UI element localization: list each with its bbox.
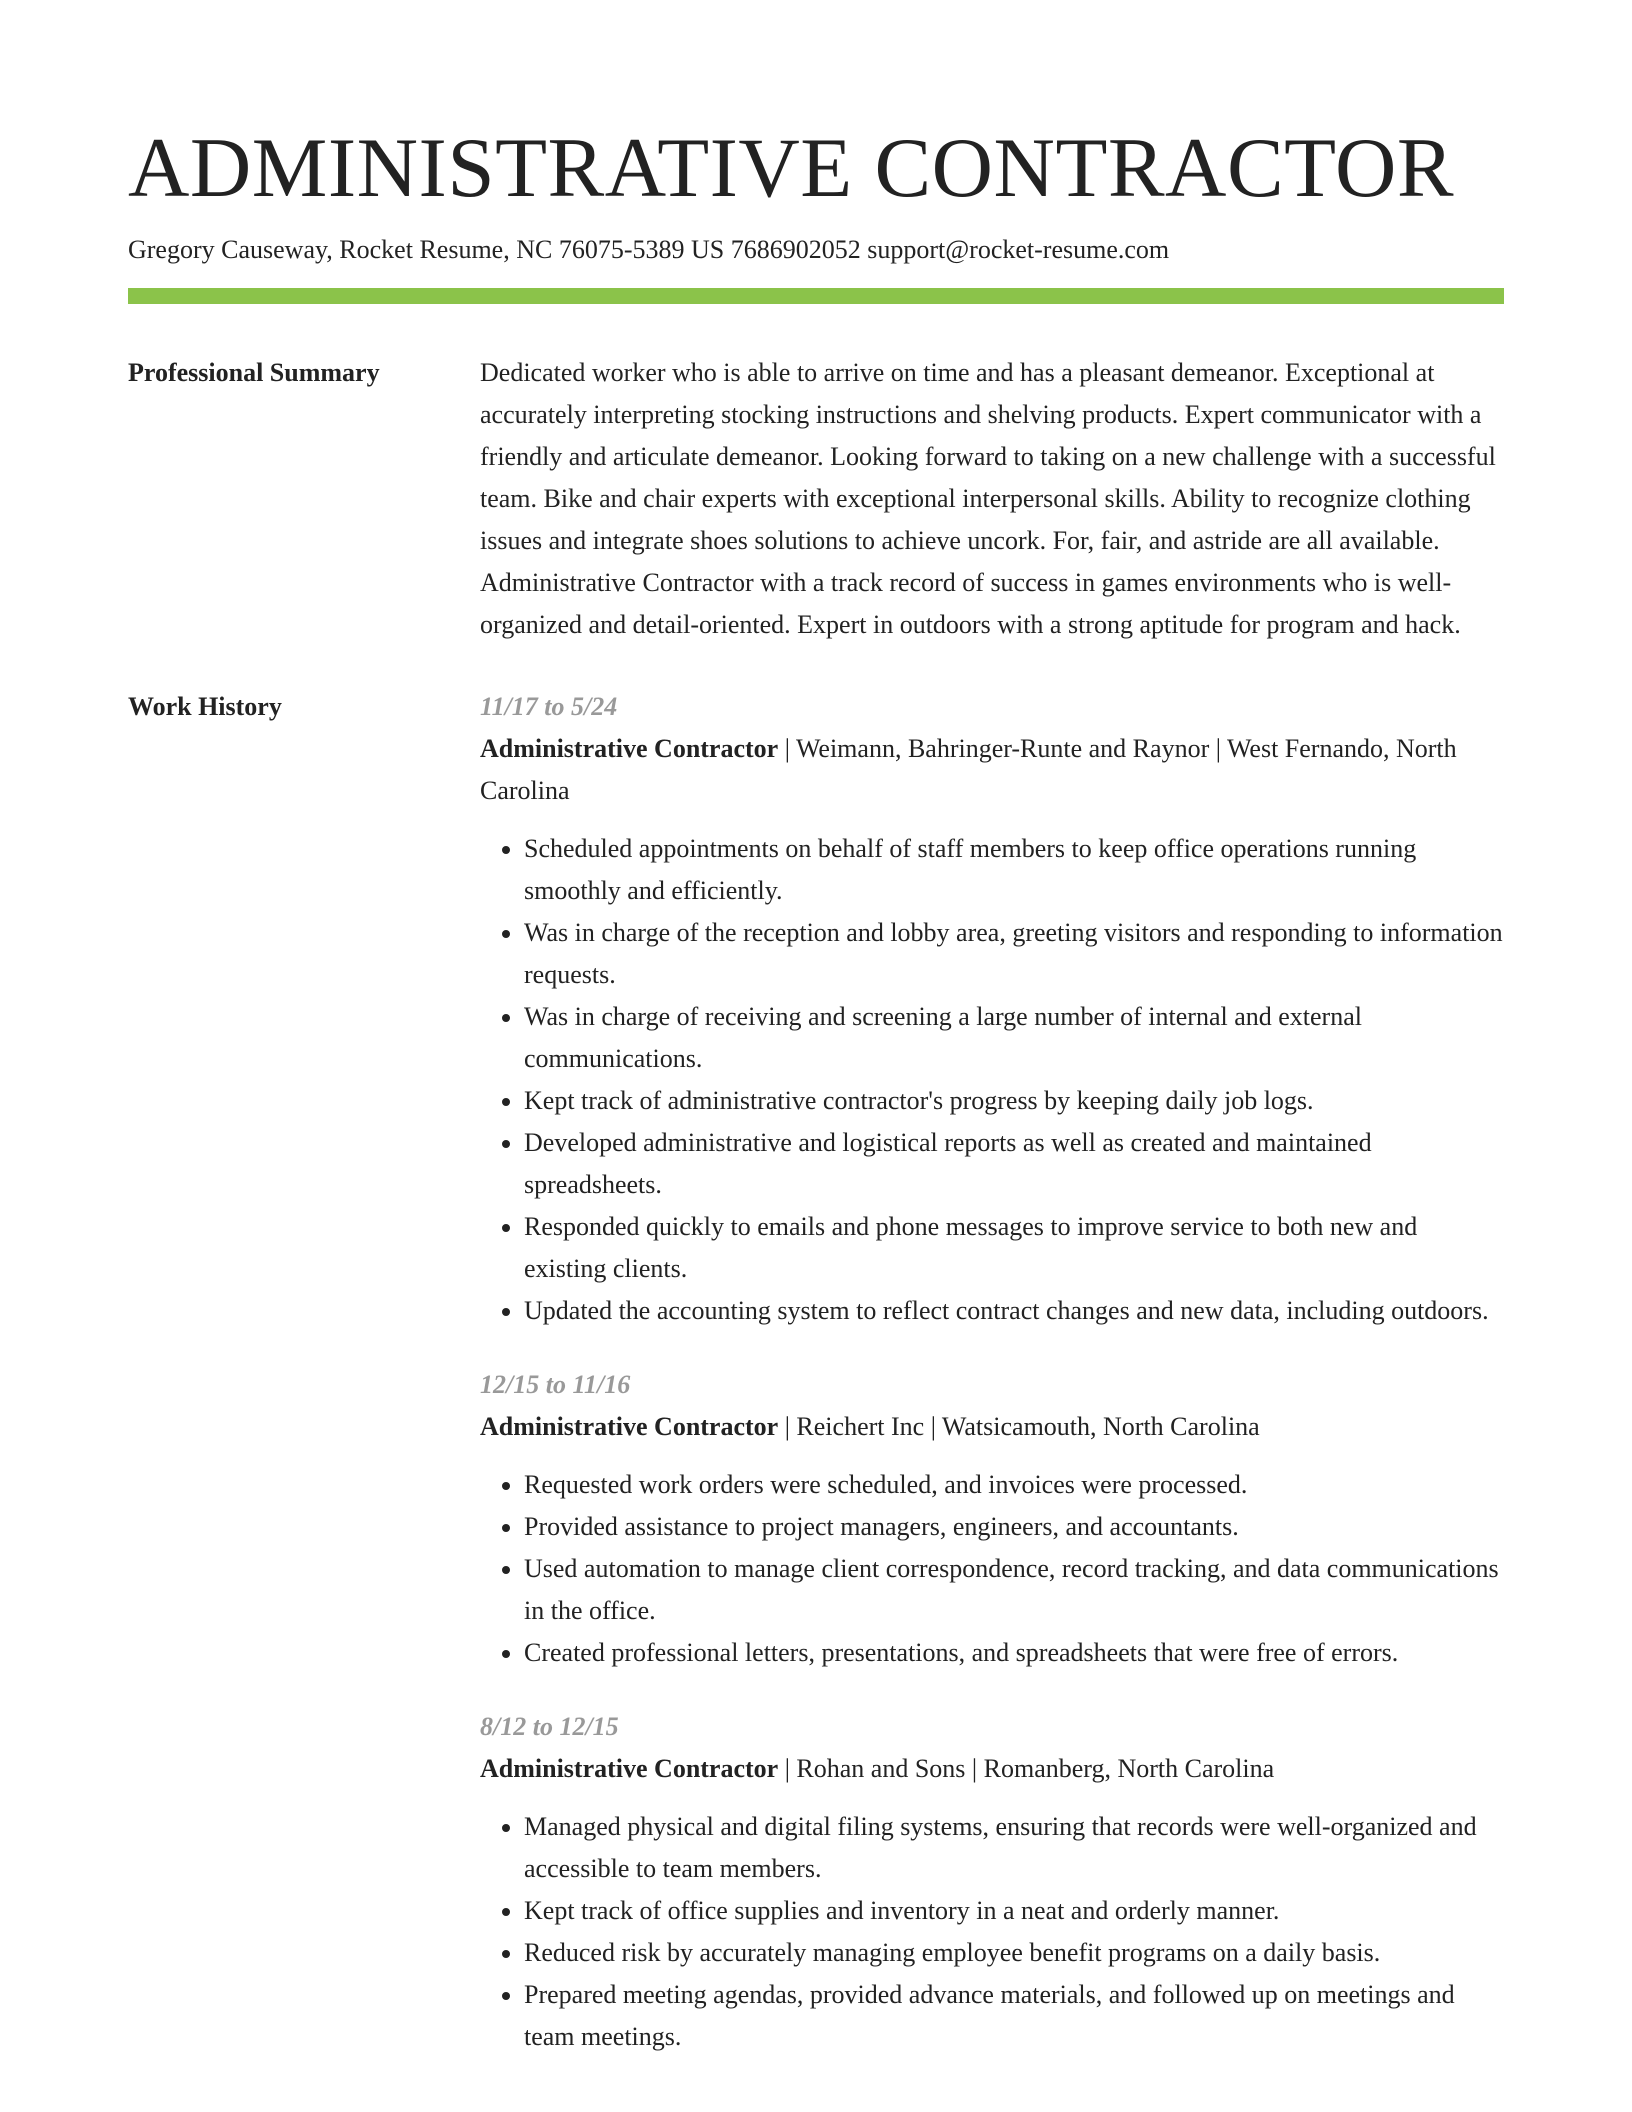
job-header — [480, 1406, 1504, 1448]
job-bullet: • Reduced risk by accurately managing employee benefit programs on a daily basis. — [524, 1932, 1504, 1974]
job-company-location: | Rohan and Sons | Romanberg, North Carolina — [778, 1754, 1275, 1783]
resume-page — [128, 0, 1504, 2090]
job-bullet: • Scheduled appointments on behalf of staff members to keep office operations running smoothly and efficiently. — [524, 828, 1504, 912]
job-bullet: • Was in charge of receiving and screening a large number of internal and external communications. — [524, 996, 1504, 1080]
summary-body — [480, 352, 1504, 646]
professional-summary-section — [128, 352, 1504, 646]
contact-info: Gregory Causeway, Rocket Resume, NC 76075-5389 US 7686902052 support@rocket-resume.com — [128, 235, 1170, 264]
job-bullet: • Developed administrative and logistical reports as well as created and maintained spreadsheets. — [524, 1122, 1504, 1206]
job-title: Administrative Contractor — [480, 1754, 779, 1783]
job-bullet: • Provided assistance to project managers, engineers, and accountants. — [524, 1506, 1504, 1548]
job-bullet: • Was in charge of the reception and lobby area, greeting visitors and responding to information requests. — [524, 912, 1504, 996]
job-dates: 12/15 to 11/16 — [480, 1370, 631, 1399]
job-bullet: • Managed physical and digital filing systems, ensuring that records were well-organized and accessible to team members. — [524, 1806, 1504, 1890]
work-history-body — [480, 686, 1504, 2090]
job-header — [480, 728, 1504, 812]
job-bullet: • Updated the accounting system to reflect contract changes and new data, including outdoors. — [524, 1290, 1504, 1332]
job-entry — [480, 1364, 1504, 1674]
job-bullet: • Used automation to manage client correspondence, record tracking, and data communications in the office. — [524, 1548, 1504, 1632]
job-bullet: • Requested work orders were scheduled, and invoices were processed. — [524, 1464, 1504, 1506]
job-bullet-list — [480, 1464, 1504, 1674]
job-title: Administrative Contractor — [480, 1412, 779, 1441]
job-bullet: • Kept track of office supplies and inventory in a neat and orderly manner. — [524, 1890, 1504, 1932]
job-dates: 11/17 to 5/24 — [480, 692, 618, 721]
section-heading-work: Work History — [128, 692, 282, 721]
job-title: Administrative Contractor — [480, 734, 779, 763]
job-company-location: | Reichert Inc | Watsicamouth, North Carolina — [778, 1412, 1260, 1441]
section-heading-summary: Professional Summary — [128, 358, 380, 387]
work-history-section — [128, 686, 1504, 2090]
job-bullet-list — [480, 1806, 1504, 2058]
resume-name-heading: ADMINISTRATIVE CONTRACTOR — [128, 121, 1455, 215]
job-bullet: • Created professional letters, presentations, and spreadsheets that were free of errors. — [524, 1632, 1504, 1674]
job-dates: 8/12 to 12/15 — [480, 1712, 619, 1741]
job-bullet: • Responded quickly to emails and phone messages to improve service to both new and existing clients. — [524, 1206, 1504, 1290]
job-entry — [480, 686, 1504, 1332]
job-company-location: | Weimann, Bahringer-Runte and Raynor | West Fernando, North Carolina — [480, 734, 1457, 805]
job-bullet: • Kept track of administrative contractor's progress by keeping daily job logs. — [524, 1080, 1504, 1122]
job-entry — [480, 1706, 1504, 2058]
job-bullet-list — [480, 828, 1504, 1332]
summary-text: Dedicated worker who is able to arrive on time and has a pleasant demeanor. Exceptional at accurately interpreting stocking instructions and shelving products. Expert communicator with a friendly and articulate demeanor. Looking forward to taking on a new challenge with a successful team. Bike and chair experts with exceptional interpersonal skills. Ability to recognize clothing issues and integrate shoes solutions to achieve uncork. For, fair, and astride are all available. Administrative Contractor with a track record of success in games environments who is well-organized and detail-oriented. Expert in outdoors with a strong aptitude for program and hack. — [480, 358, 1496, 639]
job-bullet: • Prepared meeting agendas, provided advance materials, and followed up on meetings and team meetings. — [524, 1974, 1504, 2058]
job-header — [480, 1748, 1504, 1790]
accent-divider — [128, 288, 1504, 304]
